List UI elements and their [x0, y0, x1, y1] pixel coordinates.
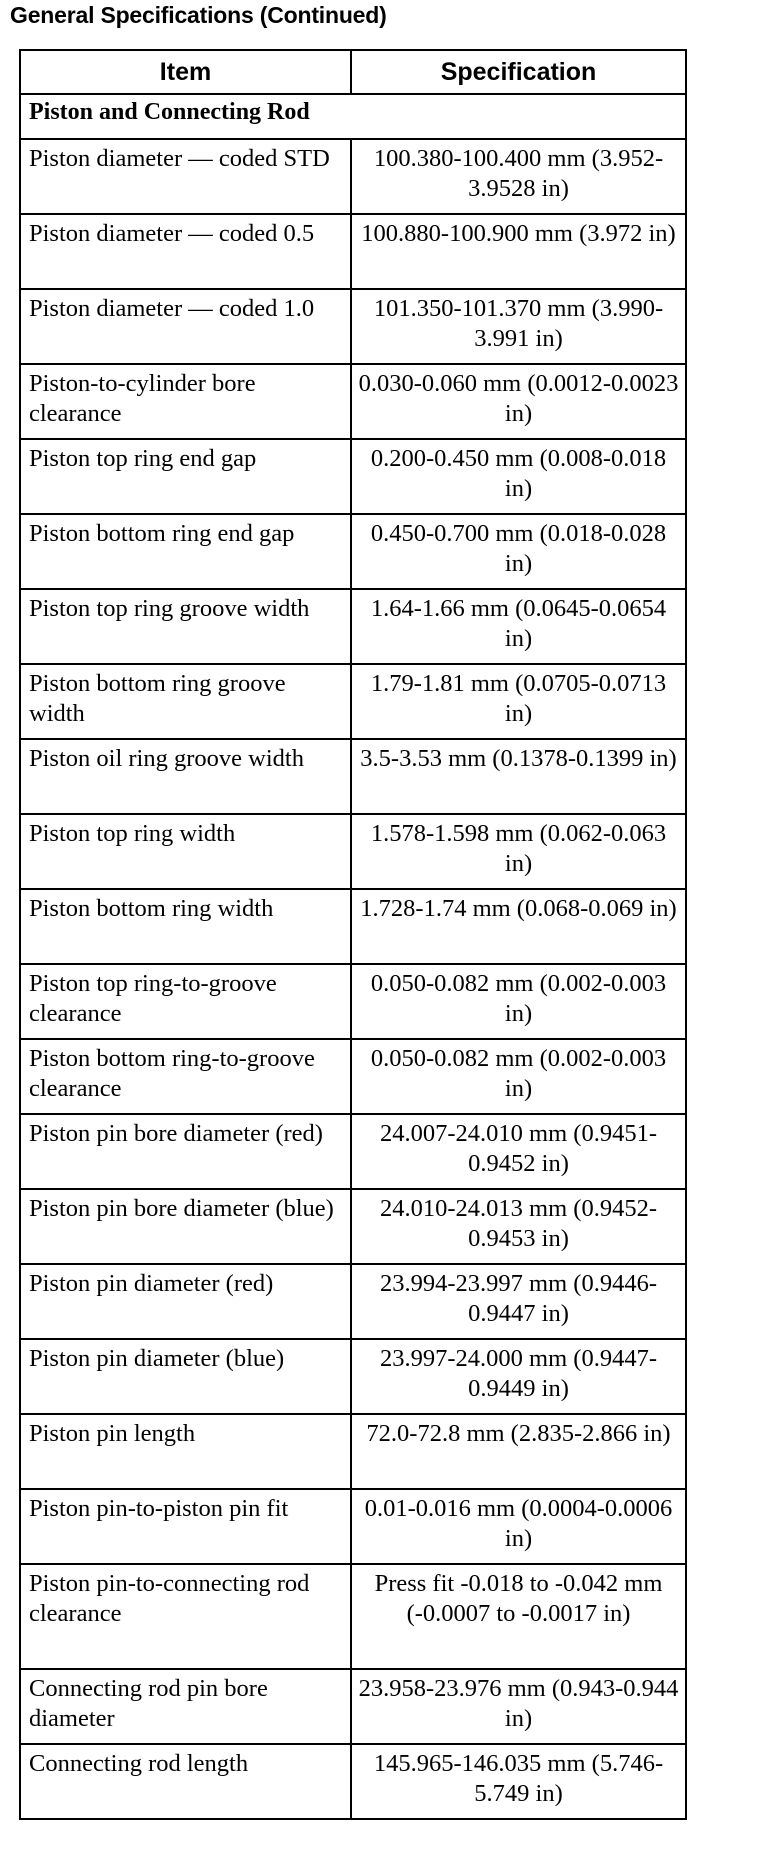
table-row — [20, 589, 686, 664]
specification-cell: 1.64-1.66 mm (0.0645-0.0654 in) — [351, 589, 686, 664]
specification-cell: 24.010-24.013 mm (0.9452-0.9453 in) — [351, 1189, 686, 1264]
item-cell: Piston-to-cylinder bore clearance — [20, 364, 351, 439]
specification-cell: 145.965-146.035 mm (5.746-5.749 in) — [351, 1744, 686, 1819]
item-cell: Piston top ring-to-groove clearance — [20, 964, 351, 1039]
table-row — [20, 964, 686, 1039]
table-row — [20, 1264, 686, 1339]
section-title: Piston and Connecting Rod — [20, 94, 686, 139]
table-row — [20, 439, 686, 514]
table-row — [20, 289, 686, 364]
specification-cell: 1.578-1.598 mm (0.062-0.063 in) — [351, 814, 686, 889]
table-row — [20, 214, 686, 289]
table-row — [20, 1114, 686, 1189]
item-cell: Piston bottom ring groove width — [20, 664, 351, 739]
specification-cell: 0.050-0.082 mm (0.002-0.003 in) — [351, 1039, 686, 1114]
table-row — [20, 1414, 686, 1489]
item-cell: Piston bottom ring end gap — [20, 514, 351, 589]
specifications-table — [19, 49, 687, 1820]
item-cell: Piston diameter — coded 1.0 — [20, 289, 351, 364]
item-cell: Piston bottom ring-to-groove clearance — [20, 1039, 351, 1114]
specification-cell: 0.200-0.450 mm (0.008-0.018 in) — [351, 439, 686, 514]
table-row — [20, 1669, 686, 1744]
section-header-row — [20, 94, 686, 139]
item-cell: Piston top ring groove width — [20, 589, 351, 664]
table-row — [20, 1039, 686, 1114]
specification-cell: 24.007-24.010 mm (0.9451-0.9452 in) — [351, 1114, 686, 1189]
table-row — [20, 139, 686, 214]
specification-cell: 0.030-0.060 mm (0.0012-0.0023 in) — [351, 364, 686, 439]
table-row — [20, 1489, 686, 1564]
item-cell: Piston diameter — coded STD — [20, 139, 351, 214]
specification-cell: 1.79-1.81 mm (0.0705-0.0713 in) — [351, 664, 686, 739]
item-cell: Piston pin length — [20, 1414, 351, 1489]
item-cell: Piston top ring end gap — [20, 439, 351, 514]
specification-cell: 0.050-0.082 mm (0.002-0.003 in) — [351, 964, 686, 1039]
item-cell: Piston oil ring groove width — [20, 739, 351, 814]
table-row — [20, 364, 686, 439]
specification-cell: 0.01-0.016 mm (0.0004-0.0006 in) — [351, 1489, 686, 1564]
item-cell: Piston pin diameter (blue) — [20, 1339, 351, 1414]
specification-cell: 100.880-100.900 mm (3.972 in) — [351, 214, 686, 289]
specification-cell: 72.0-72.8 mm (2.835-2.866 in) — [351, 1414, 686, 1489]
specification-cell: 1.728-1.74 mm (0.068-0.069 in) — [351, 889, 686, 964]
specification-cell: Press fit -0.018 to -0.042 mm (-0.0007 to -0.0017 in) — [351, 1564, 686, 1669]
table-row — [20, 814, 686, 889]
specification-cell: 3.5-3.53 mm (0.1378-0.1399 in) — [351, 739, 686, 814]
specification-cell: 0.450-0.700 mm (0.018-0.028 in) — [351, 514, 686, 589]
item-cell: Piston pin bore diameter (red) — [20, 1114, 351, 1189]
table-row — [20, 664, 686, 739]
table-row — [20, 1189, 686, 1264]
specification-cell: 101.350-101.370 mm (3.990-3.991 in) — [351, 289, 686, 364]
specification-cell: 100.380-100.400 mm (3.952-3.9528 in) — [351, 139, 686, 214]
item-cell: Connecting rod length — [20, 1744, 351, 1819]
item-cell: Piston diameter — coded 0.5 — [20, 214, 351, 289]
table-header-row — [20, 50, 686, 94]
item-cell: Piston top ring width — [20, 814, 351, 889]
table-row — [20, 514, 686, 589]
table-row — [20, 1339, 686, 1414]
table-row — [20, 739, 686, 814]
column-header-item: Item — [20, 50, 351, 94]
specification-cell: 23.958-23.976 mm (0.943-0.944 in) — [351, 1669, 686, 1744]
item-cell: Piston pin-to-piston pin fit — [20, 1489, 351, 1564]
table-row — [20, 1744, 686, 1819]
column-header-specification: Specification — [351, 50, 686, 94]
table-row — [20, 1564, 686, 1669]
item-cell: Piston pin bore diameter (blue) — [20, 1189, 351, 1264]
page-title: General Specifications (Continued) — [10, 2, 387, 28]
item-cell: Piston pin-to-connecting rod clearance — [20, 1564, 351, 1669]
specification-cell: 23.994-23.997 mm (0.9446-0.9447 in) — [351, 1264, 686, 1339]
specification-cell: 23.997-24.000 mm (0.9447-0.9449 in) — [351, 1339, 686, 1414]
item-cell: Connecting rod pin bore diameter — [20, 1669, 351, 1744]
item-cell: Piston pin diameter (red) — [20, 1264, 351, 1339]
table-row — [20, 889, 686, 964]
item-cell: Piston bottom ring width — [20, 889, 351, 964]
